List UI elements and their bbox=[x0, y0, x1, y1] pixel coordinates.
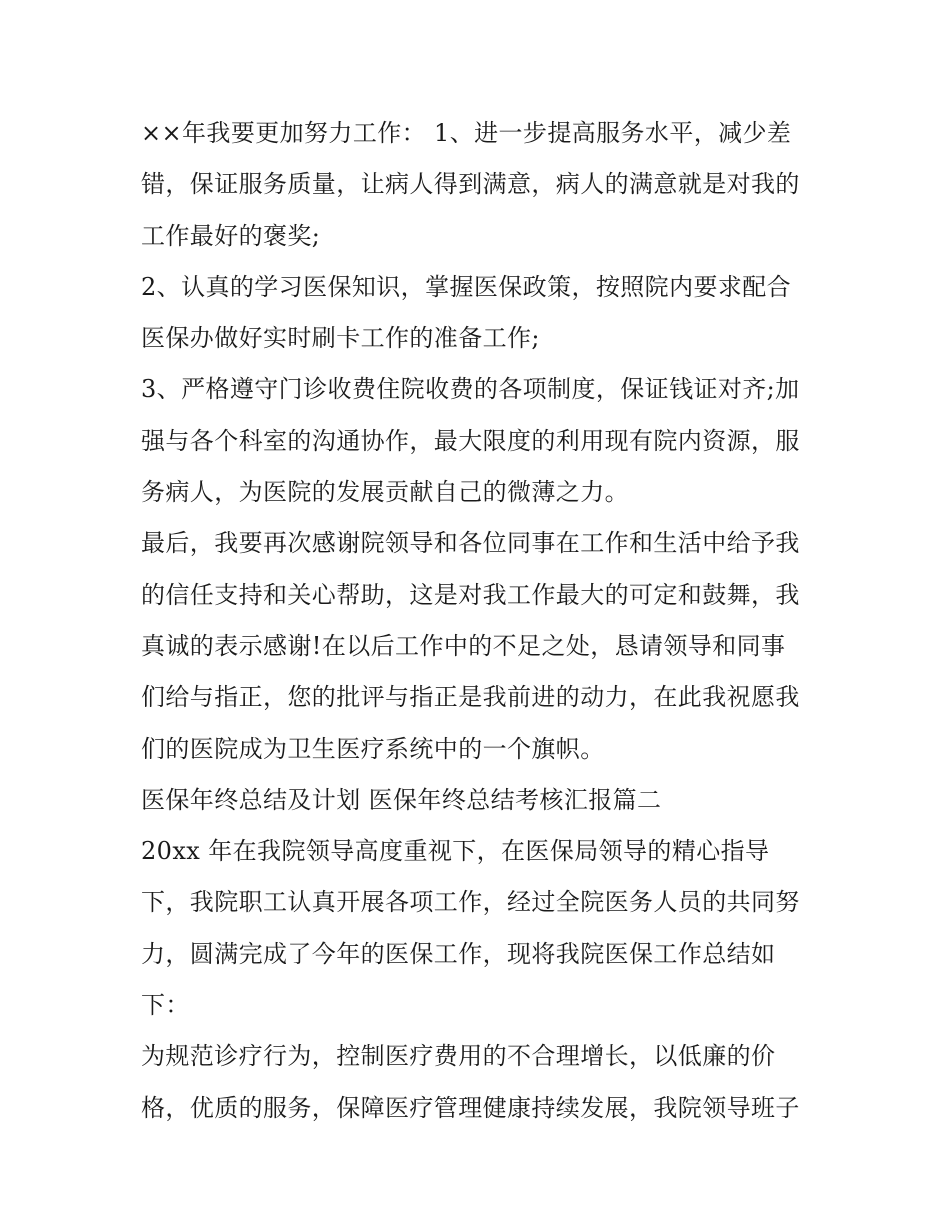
text-line: 们的医院成为卫生医疗系统中的一个旗帜。 bbox=[141, 734, 605, 763]
text-line: 格，优质的服务，保障医疗管理健康持续发展，我院领导班子 bbox=[141, 1093, 800, 1122]
text-line: 20xx 年在我院领导高度重视下，在医保局领导的精心指导 bbox=[141, 837, 770, 866]
text-line: 2、认真的学习医保知识，掌握医保政策，按照院内要求配合 bbox=[141, 272, 792, 301]
text-line: 务病人，为医院的发展贡献自己的微薄之力。 bbox=[141, 478, 629, 507]
text-line: 们给与指正，您的批评与指正是我前进的动力，在此我祝愿我 bbox=[141, 683, 800, 712]
text-line: 真诚的表示感谢!在以后工作中的不足之处，恳请领导和同事 bbox=[141, 631, 786, 660]
text-line: 强与各个科室的沟通协作，最大限度的利用现有院内资源，服 bbox=[141, 426, 800, 455]
text-line: 的信任支持和关心帮助，这是对我工作最大的可定和鼓舞，我 bbox=[141, 580, 800, 609]
text-line: ××年我要更加努力工作： 1、进一步提高服务水平，减少差 bbox=[141, 119, 792, 147]
text-line: 为规范诊疗行为，控制医疗费用的不合理增长，以低廉的价 bbox=[141, 1042, 776, 1071]
text-line: 下，我院职工认真开展各项工作，经过全院医务人员的共同努 bbox=[141, 888, 800, 917]
text-line: 力，圆满完成了今年的医保工作，现将我院医保工作总结如 bbox=[141, 939, 776, 968]
text-line: 医保办做好实时刷卡工作的准备工作; bbox=[141, 324, 540, 353]
document-body bbox=[141, 108, 821, 1134]
section-heading: 医保年终总结及计划 医保年终总结考核汇报篇二 bbox=[141, 785, 662, 814]
text-line: 错，保证服务质量，让病人得到满意，病人的满意就是对我的 bbox=[141, 170, 800, 199]
text-line: 3、严格遵守门诊收费住院收费的各项制度，保证钱证对齐;加 bbox=[141, 375, 800, 404]
text-line: 下： bbox=[141, 991, 190, 1020]
text-line: 最后，我要再次感谢院领导和各位同事在工作和生活中给予我 bbox=[141, 529, 800, 558]
text-line: 工作最好的褒奖; bbox=[141, 221, 321, 250]
